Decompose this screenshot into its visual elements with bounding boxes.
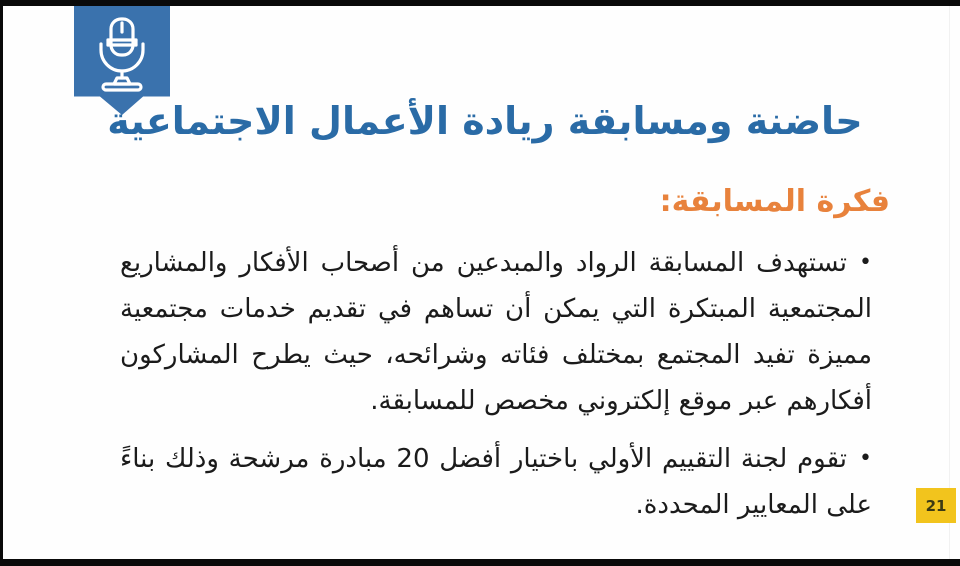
right-edge-line (949, 0, 950, 566)
bullet-text: تستهدف المسابقة الرواد والمبدعين من أصحاب الأفكار والمشاريع المجتمعية المبتكرة التي يمكن أن تساهم في تقديم خدمات مجتمعية مميزة تفيد المجتمع بمختلف فئاته وشرائحه، حيث يطرح المشاركون أفكارهم عبر موقع إلكتروني مخصص للمسابقة. (120, 248, 872, 416)
top-border-bar (0, 0, 960, 6)
bullet-item (120, 436, 872, 528)
microphone-icon (93, 16, 151, 92)
bullet-list (120, 240, 872, 540)
page-number-badge: 21 (916, 488, 956, 523)
bullet-item (120, 240, 872, 424)
bullet-text: تقوم لجنة التقييم الأولي باختيار أفضل 20 مبادرة مرشحة وذلك بناءً على المعايير المحددة. (120, 444, 872, 520)
slide-title: حاضنة ومسابقة ريادة الأعمال الاجتماعية (107, 99, 863, 143)
section-heading: فكرة المسابقة: (659, 184, 890, 219)
bullet-marker: • (859, 250, 872, 275)
left-border-bar (0, 0, 3, 566)
bottom-border-bar (0, 559, 960, 566)
bullet-marker: • (859, 446, 872, 471)
